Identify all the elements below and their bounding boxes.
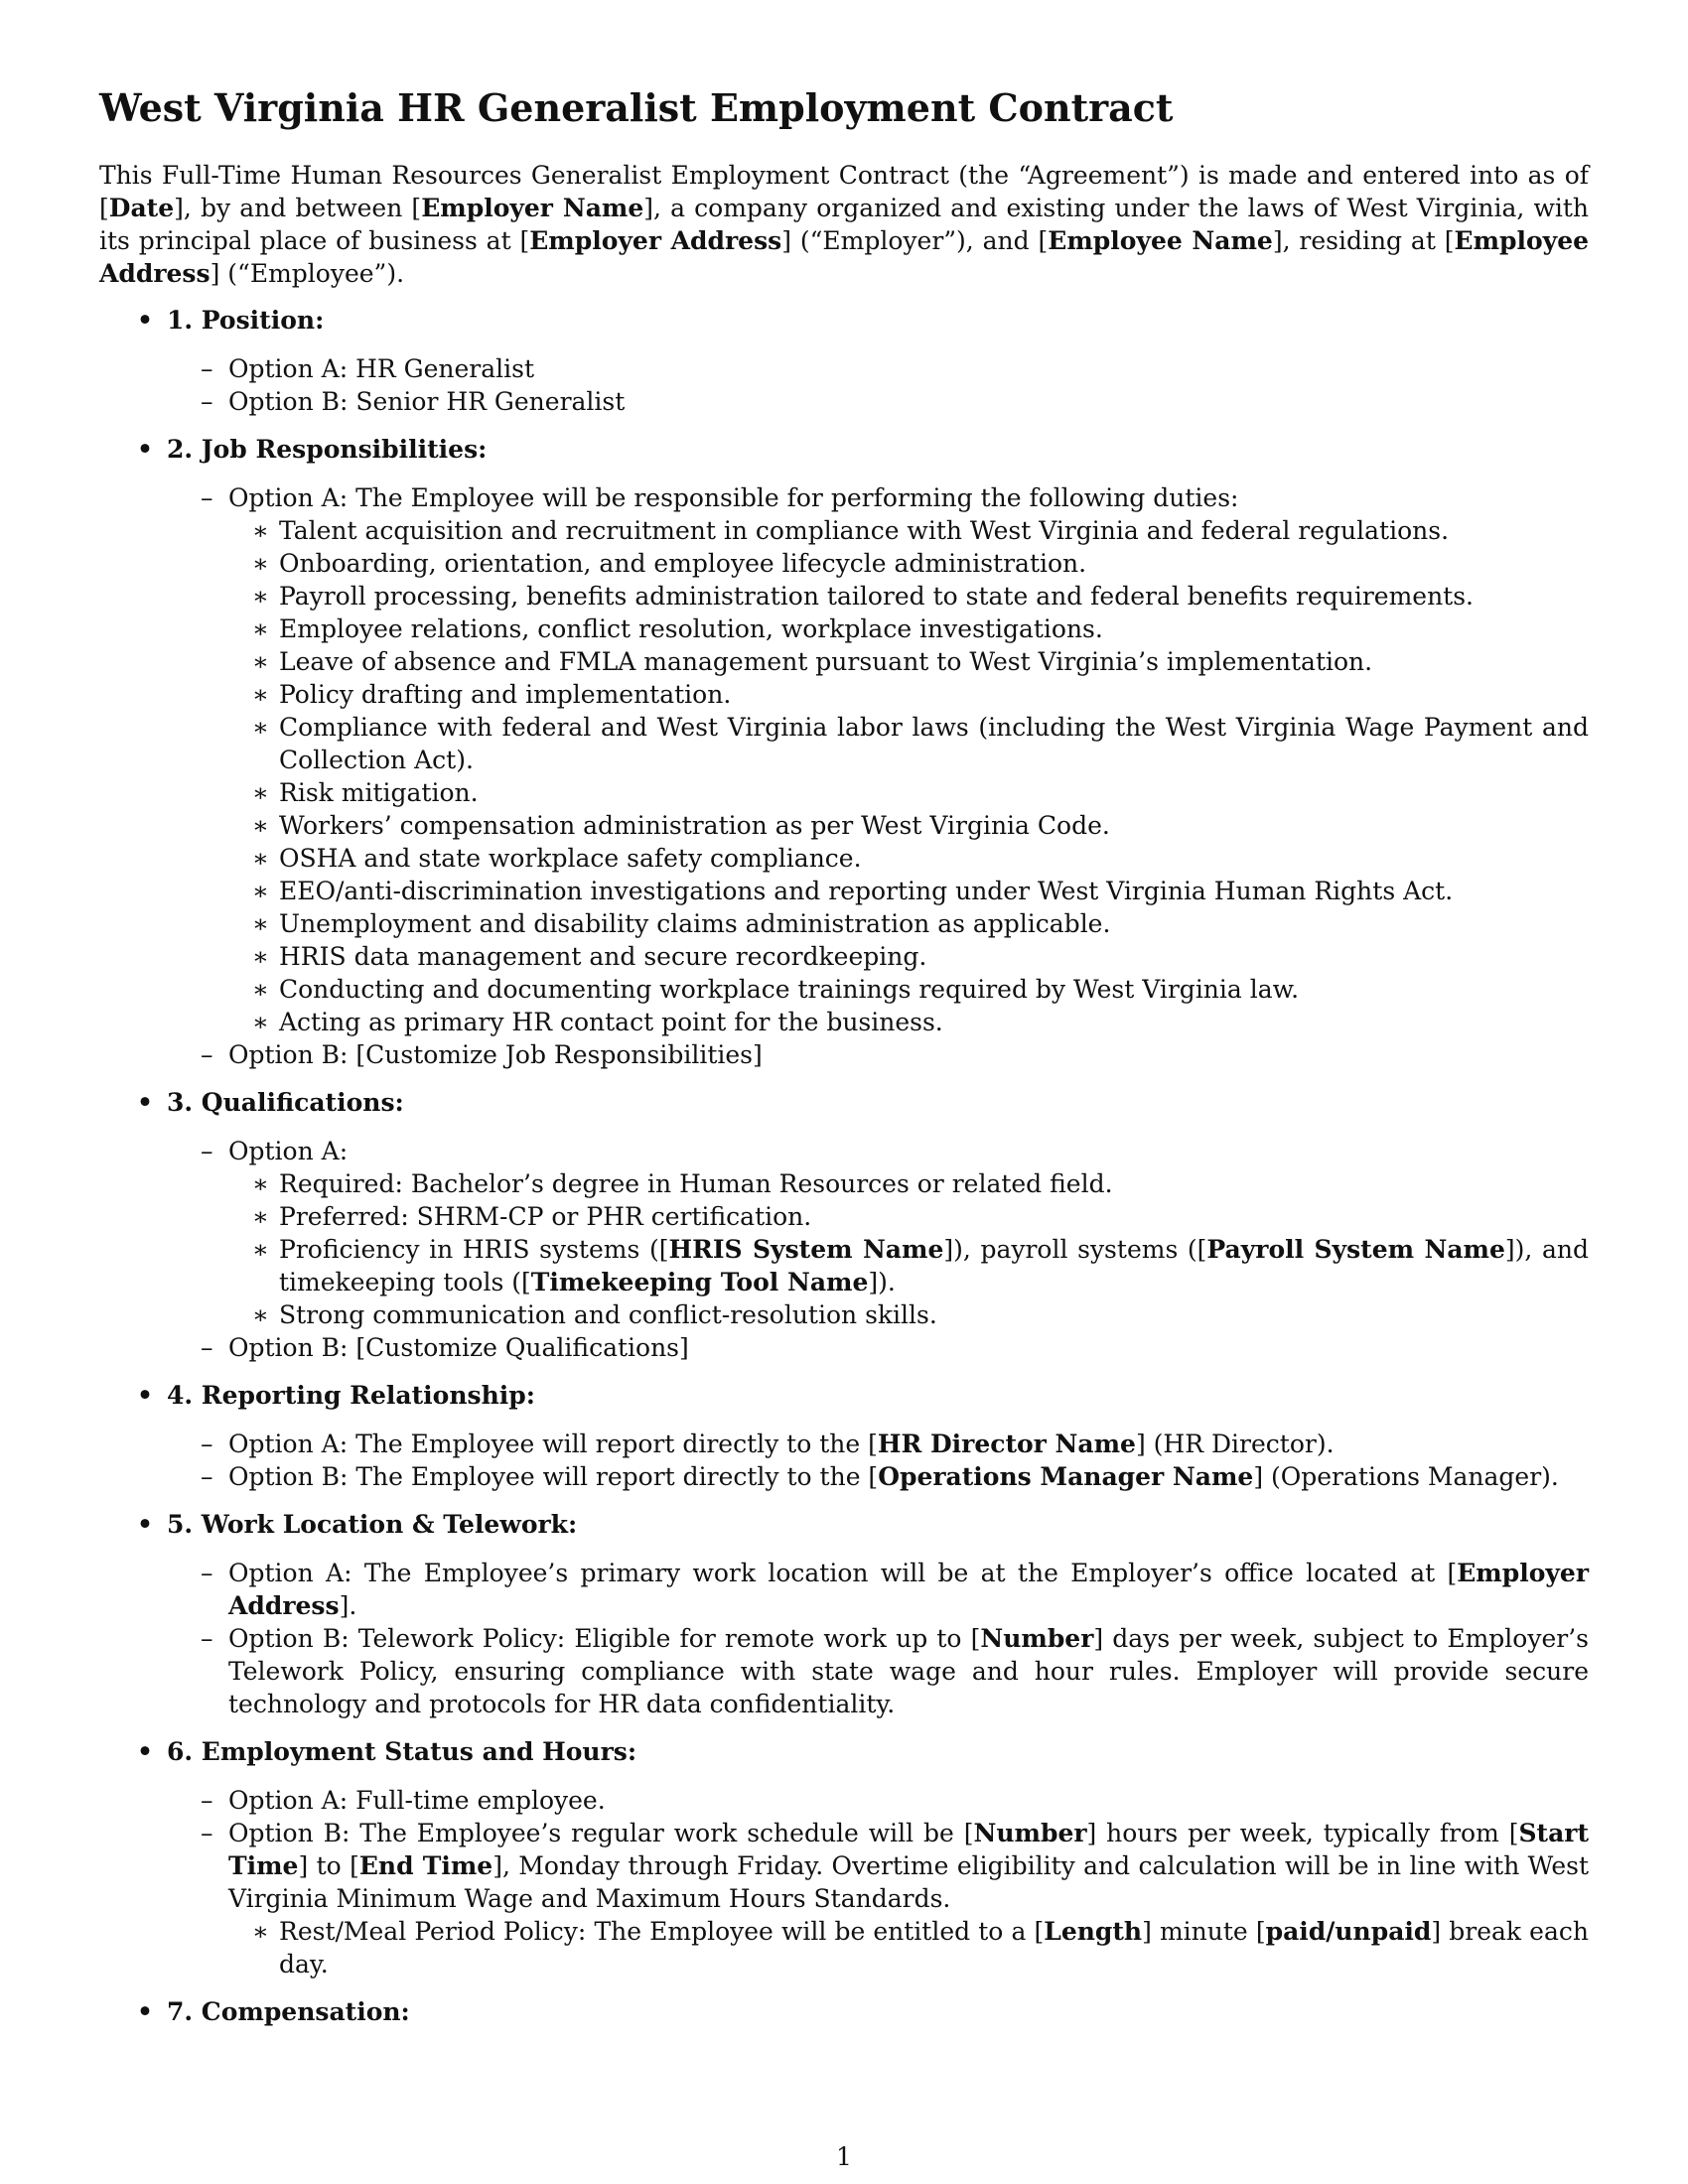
text-run: Option A: HR Generalist [228, 354, 535, 383]
sub-item [99, 1200, 1589, 1233]
sub-item [99, 514, 1589, 547]
document-page [99, 85, 1589, 2044]
asterisk-icon: ∗ [252, 1235, 269, 1264]
dash-icon: – [201, 1430, 213, 1458]
asterisk-icon: ∗ [252, 1300, 269, 1329]
text-run: Acting as primary HR contact point for the business. [279, 1008, 943, 1036]
placeholder-field: Operations Manager Name [878, 1462, 1254, 1491]
asterisk-icon: ∗ [252, 516, 269, 545]
sub-item [99, 1233, 1589, 1298]
bullet-icon: • [137, 1510, 153, 1539]
option-item [99, 1460, 1589, 1493]
sub-item [99, 613, 1589, 645]
asterisk-icon: ∗ [252, 942, 269, 971]
dash-icon: – [201, 1333, 213, 1362]
text-run: EEO/anti-discrimination investigations and reporting under West Virginia Human Rights Act. [279, 877, 1454, 905]
section-label: 4. Reporting Relationship: [167, 1381, 535, 1410]
sections-list [99, 304, 1589, 2028]
option-item [99, 1038, 1589, 1071]
contract-section [99, 1735, 1589, 1980]
text-run: ] days per week, subject to Employer’s Telework Policy, ensuring compliance with state wage and hour rules. Employer will provide secure technology and protocols for HR data confidentiality. [228, 1624, 1589, 1718]
text-run: Strong communication and conflict-resolution skills. [279, 1300, 937, 1329]
text-run: ] (HR Director). [1135, 1430, 1335, 1458]
text-run: Proficiency in HRIS systems ([ [279, 1235, 669, 1264]
dash-icon: – [201, 1462, 213, 1491]
sub-item [99, 1006, 1589, 1038]
bullet-icon: • [137, 1381, 153, 1410]
option-item [99, 1557, 1589, 1622]
text-run: [ [99, 194, 109, 222]
dash-icon: – [201, 1819, 213, 1847]
text-run: ]. [339, 1591, 357, 1620]
option-item [99, 481, 1589, 514]
asterisk-icon: ∗ [252, 844, 269, 873]
document-title: West Virginia HR Generalist Employment Contract [99, 85, 1174, 130]
section-heading [99, 304, 1589, 337]
text-run: ] to [ [298, 1851, 359, 1880]
asterisk-icon: ∗ [252, 647, 269, 676]
asterisk-icon: ∗ [252, 680, 269, 709]
text-run: Option A: The Employee will be responsible for performing the following duties: [228, 483, 1239, 512]
sub-item [99, 711, 1589, 776]
placeholder-field: paid/unpaid [1265, 1917, 1432, 1946]
bullet-icon: • [137, 1997, 153, 2026]
text-run: ] (“Employer”), and [ [781, 226, 1049, 255]
sub-item [99, 645, 1589, 678]
dash-icon: – [201, 1040, 213, 1069]
text-run: ] (Operations Manager). [1253, 1462, 1559, 1491]
text-run: ] break each day. [279, 1917, 1589, 1979]
option-item [99, 385, 1589, 418]
dash-icon: – [201, 483, 213, 512]
text-run: This Full-Time Human Resources Generalist Employment Contract (the “Agreement”) is made and entered into as of [99, 161, 1589, 190]
bullet-icon: • [137, 1088, 153, 1117]
text-run: Option B: Telework Policy: Eligible for remote work up to [ [228, 1624, 981, 1653]
dash-icon: – [201, 1137, 213, 1165]
option-item [99, 1135, 1589, 1167]
intro-paragraph [99, 159, 1589, 290]
text-run: Option B: The Employee’s regular work schedule will be [ [228, 1819, 974, 1847]
contract-section [99, 1995, 1589, 2028]
placeholder-field: HRIS System Name [668, 1235, 944, 1264]
sub-item [99, 875, 1589, 907]
sub-item [99, 776, 1589, 809]
placeholder-field: Timekeeping Tool Name [530, 1268, 869, 1297]
section-heading [99, 1995, 1589, 2028]
section-heading [99, 1735, 1589, 1768]
section-label: 3. Qualifications: [167, 1088, 404, 1117]
placeholder-field: Date [108, 194, 175, 222]
text-run: Unemployment and disability claims administration as applicable. [279, 909, 1111, 938]
placeholder-field: Employer Address [529, 226, 782, 255]
placeholder-field: HR Director Name [877, 1430, 1136, 1458]
sub-item [99, 580, 1589, 613]
asterisk-icon: ∗ [252, 975, 269, 1004]
text-run: ], a company organized and existing under the laws of West Virginia, with its principal place of business at [ [99, 194, 1590, 255]
sub-item [99, 907, 1589, 940]
asterisk-icon: ∗ [252, 909, 269, 938]
placeholder-field: Payroll System Name [1206, 1235, 1505, 1264]
text-run: Employee relations, conflict resolution, workplace investigations. [279, 614, 1103, 643]
sub-item [99, 678, 1589, 711]
text-run: ]). [868, 1268, 896, 1297]
asterisk-icon: ∗ [252, 778, 269, 807]
text-run: Onboarding, orientation, and employee lifecycle administration. [279, 549, 1087, 578]
section-label: 7. Compensation: [167, 1997, 410, 2026]
placeholder-field: Number [973, 1819, 1087, 1847]
text-run: ] minute [ [1142, 1917, 1266, 1946]
sub-item [99, 1167, 1589, 1200]
text-run: Conducting and documenting workplace trainings required by West Virginia law. [279, 975, 1300, 1004]
dash-icon: – [201, 1624, 213, 1653]
bullet-icon: • [137, 435, 153, 464]
text-run: OSHA and state workplace safety compliance. [279, 844, 862, 873]
dash-icon: – [201, 354, 213, 383]
text-run: Option B: The Employee will report directly to the [ [228, 1462, 879, 1491]
sub-item [99, 809, 1589, 842]
section-heading [99, 1508, 1589, 1541]
asterisk-icon: ∗ [252, 877, 269, 905]
text-run: Workers’ compensation administration as per West Virginia Code. [279, 811, 1110, 840]
text-run: ] (“Employee”). [210, 259, 405, 288]
text-run: Compliance with federal and West Virginia labor laws (including the West Virginia Wage Payment and Collection Act). [279, 713, 1589, 774]
text-run: Option B: [Customize Job Responsibilities] [228, 1040, 763, 1069]
asterisk-icon: ∗ [252, 713, 269, 742]
placeholder-field: Employer Name [421, 194, 644, 222]
contract-section [99, 1086, 1589, 1364]
bullet-icon: • [137, 1737, 153, 1766]
dash-icon: – [201, 387, 213, 416]
text-run: Option A: The Employee will report directly to the [ [228, 1430, 878, 1458]
sub-item [99, 940, 1589, 973]
asterisk-icon: ∗ [252, 549, 269, 578]
dash-icon: – [201, 1786, 213, 1815]
text-run: Policy drafting and implementation. [279, 680, 732, 709]
sub-item [99, 1298, 1589, 1331]
text-run: Option B: Senior HR Generalist [228, 387, 626, 416]
option-item [99, 352, 1589, 385]
asterisk-icon: ∗ [252, 811, 269, 840]
placeholder-field: Length [1044, 1917, 1143, 1946]
section-label: 1. Position: [167, 306, 325, 335]
section-heading [99, 433, 1589, 466]
placeholder-field: Number [980, 1624, 1094, 1653]
text-run: Option A: Full-time employee. [228, 1786, 606, 1815]
text-run: Payroll processing, benefits administration tailored to state and federal benefits requirements. [279, 582, 1475, 611]
placeholder-field: End Time [358, 1851, 493, 1880]
text-run: ], by and between [ [174, 194, 422, 222]
text-run: ]), and timekeeping tools ([ [279, 1235, 1589, 1297]
text-run: Preferred: SHRM-CP or PHR certification. [279, 1202, 812, 1231]
section-label: 5. Work Location & Telework: [167, 1510, 578, 1539]
section-label: 6. Employment Status and Hours: [167, 1737, 637, 1766]
text-run: Risk mitigation. [279, 778, 479, 807]
text-run: Required: Bachelor’s degree in Human Resources or related field. [279, 1169, 1113, 1198]
placeholder-field: Employer Address [228, 1559, 1589, 1620]
asterisk-icon: ∗ [252, 1169, 269, 1198]
placeholder-field: Employee Address [99, 226, 1590, 288]
option-item [99, 1817, 1589, 1915]
option-item [99, 1622, 1589, 1720]
text-run: ], residing at [ [1272, 226, 1455, 255]
page-number: 1 [836, 2142, 852, 2171]
text-run: ] hours per week, typically from [ [1086, 1819, 1519, 1847]
sub-item [99, 1915, 1589, 1980]
sub-item [99, 973, 1589, 1006]
text-run: Talent acquisition and recruitment in compliance with West Virginia and federal regulations. [279, 516, 1450, 545]
text-run: Option A: [228, 1137, 349, 1165]
asterisk-icon: ∗ [252, 1917, 269, 1946]
option-item [99, 1428, 1589, 1460]
sub-item [99, 547, 1589, 580]
dash-icon: – [201, 1559, 213, 1587]
asterisk-icon: ∗ [252, 582, 269, 611]
option-item [99, 1331, 1589, 1364]
text-run: Option B: [Customize Qualifications] [228, 1333, 689, 1362]
asterisk-icon: ∗ [252, 614, 269, 643]
text-run: Option A: The Employee’s primary work location will be at the Employer’s office located at [ [228, 1559, 1458, 1587]
asterisk-icon: ∗ [252, 1202, 269, 1231]
asterisk-icon: ∗ [252, 1008, 269, 1036]
section-label: 2. Job Responsibilities: [167, 435, 488, 464]
contract-section [99, 1379, 1589, 1493]
text-run: Leave of absence and FMLA management pursuant to West Virginia’s implementation. [279, 647, 1373, 676]
contract-section [99, 304, 1589, 418]
text-run: HRIS data management and secure recordkeeping. [279, 942, 927, 971]
text-run: Rest/Meal Period Policy: The Employee will be entitled to a [ [279, 1917, 1045, 1946]
option-item [99, 1784, 1589, 1817]
section-heading [99, 1086, 1589, 1119]
text-run: ]), payroll systems ([ [943, 1235, 1207, 1264]
placeholder-field: Start Time [228, 1819, 1589, 1880]
section-heading [99, 1379, 1589, 1412]
placeholder-field: Employee Name [1048, 226, 1273, 255]
contract-section [99, 433, 1589, 1071]
sub-item [99, 842, 1589, 875]
contract-section [99, 1508, 1589, 1720]
bullet-icon: • [137, 306, 153, 335]
text-run: ], Monday through Friday. Overtime eligibility and calculation will be in line with West Virginia Minimum Wage and Maximum Hours Standards. [228, 1851, 1590, 1913]
